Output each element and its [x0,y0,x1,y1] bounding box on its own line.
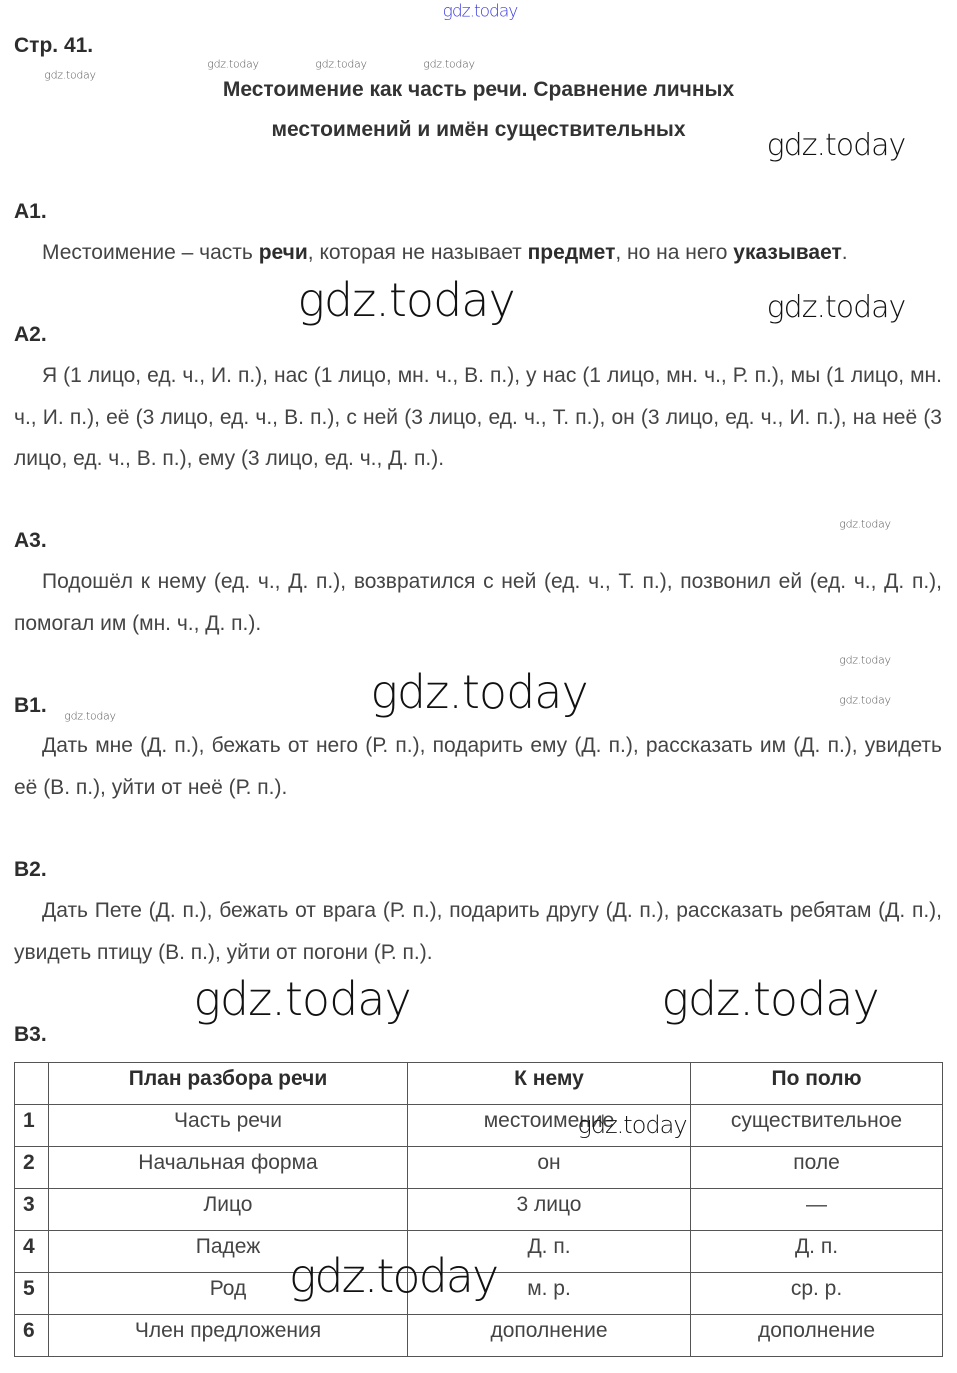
watermark: gdz.today [766,290,906,325]
table-row [15,1147,943,1189]
b1-label: B1. [14,694,47,717]
cell: дополнение [408,1315,691,1357]
page-title-line1: Местоимение как часть речи. Сравнение личных [222,78,735,101]
watermark: gdz.today [288,1249,498,1303]
watermark: gdz.today [442,1,518,22]
b1-answer: Дать мне (Д. п.), бежать от него (Р. п.), подарить ему (Д. п.), рассказать им (Д. п.), увидеть её (В. п.), уйти от неё (Р. п.). [14,734,942,799]
page-title-line2: местоимений и имён существительных [271,118,686,141]
watermark: gdz.today [839,693,891,707]
header-cell [15,1063,49,1105]
table-row [15,1315,943,1357]
watermark: gdz.today [207,57,259,71]
cell: Начальная форма [49,1147,408,1189]
watermark: gdz.today [315,57,367,71]
watermark: gdz.today [839,517,891,531]
header-cell: К нему [408,1063,691,1105]
bold-text: речи [258,241,308,264]
cell: Д. п. [408,1231,691,1273]
a3-answer: Подошёл к нему (ед. ч., Д. п.), возвратился с ней (ед. ч., Т. п.), позвонил ей (ед. ч., Д. п.), помогал им (мн. ч., Д. п.). [14,570,942,635]
cell: Лицо [49,1189,408,1231]
b2-answer: Дать Пете (Д. п.), бежать от врага (Р. п.), подарить другу (Д. п.), рассказать ребятам (Д. п.), увидеть птицу (В. п.), уйти от погони (Р. п.). [14,899,942,964]
text: , но на него [615,241,734,264]
table-header-row [15,1063,943,1105]
watermark: gdz.today [577,1111,687,1139]
cell: существительное [691,1105,943,1147]
cell: 1 [15,1105,49,1147]
cell: Часть речи [49,1105,408,1147]
watermark: gdz.today [661,972,879,1026]
b3-table [14,1062,943,1357]
cell: ср. р. [691,1273,943,1315]
table-row [15,1189,943,1231]
watermark: gdz.today [44,68,96,82]
bold-text: указывает [733,241,842,264]
cell: 2 [15,1147,49,1189]
cell: Падеж [49,1231,408,1273]
cell: Член предложения [49,1315,408,1357]
a2-label: A2. [14,323,47,346]
cell: 6 [15,1315,49,1357]
header-cell: План разбора речи [49,1063,408,1105]
watermark: gdz.today [766,128,906,163]
text: , которая не называет [307,241,528,264]
header-cell: По полю [691,1063,943,1105]
a2-answer: Я (1 лицо, ед. ч., И. п.), нас (1 лицо, мн. ч., В. п.), у нас (1 лицо, мн. ч., Р. п.), мы (1 лицо, мн. ч., И. п.), её (3 лицо, ед. ч., В. п.), с ней (3 лицо, ед. ч., Т. п.), он (3 лицо, ед. ч., И. п.), на неё (3 лицо, ед. ч., В. п.), ему (3 лицо, ед. ч., Д. п.). [14,364,942,470]
a1-label: A1. [14,200,47,223]
watermark: gdz.today [297,273,515,327]
table-row [15,1105,943,1147]
watermark: gdz.today [370,665,588,719]
cell: дополнение [691,1315,943,1357]
watermark: gdz.today [193,972,411,1026]
watermark: gdz.today [839,653,891,667]
text: . [841,241,848,264]
b3-label: B3. [14,1023,47,1046]
bold-text: предмет [527,241,616,264]
cell: — [691,1189,943,1231]
cell: 5 [15,1273,49,1315]
cell: он [408,1147,691,1189]
cell: местоимение [408,1105,691,1147]
a1-answer [14,232,942,274]
cell: 4 [15,1231,49,1273]
b2-label: B2. [14,858,47,881]
cell: поле [691,1147,943,1189]
cell: 3 лицо [408,1189,691,1231]
cell: 3 [15,1189,49,1231]
watermark: gdz.today [423,57,475,71]
cell: Д. п. [691,1231,943,1273]
cell: Род [49,1273,408,1315]
page-label: Стр. 41. [14,34,94,57]
cell: м. р. [408,1273,691,1315]
text: Местоимение – часть [42,241,259,264]
watermark: gdz.today [64,709,116,723]
a3-label: A3. [14,529,47,552]
